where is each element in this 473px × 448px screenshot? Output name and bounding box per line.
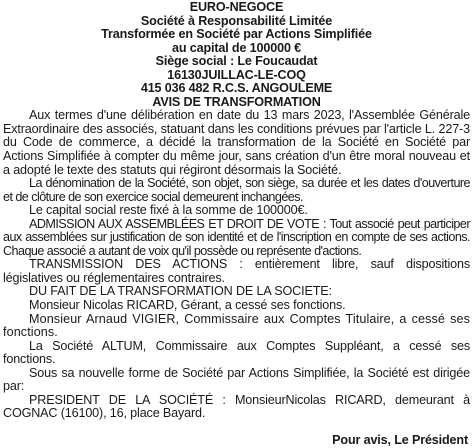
company-capital: au capital de 100000 €	[171, 40, 301, 55]
paragraph-transmission: TRANSMISSION DES ACTIONS : entièrement libre, sauf dispositions législatives ou réglementaires contraires.	[3, 257, 470, 285]
paragraph-deliberation: Aux termes d'une délibération en date du 13 mars 2023, l'Assemblée Générale Extraordinaire des associés, statuant dans les conditions prévues par l'article L. 227-3 du Code de commerce, a décidé la transformation de la Société en Société par Actions Simplifiée à compter du même jour, sans création d'un être moral nouveau et a adopté le texte des statuts qui régiront désormais la Société.	[3, 108, 470, 177]
paragraph-president: PRESIDENT DE LA SOCIÉTÉ : MonsieurNicolas RICARD, demeurant à COGNAC (16100), 16, place Bayard.	[3, 392, 470, 421]
paragraph-gerant: Monsieur Nicolas RICARD, Gérant, a cessé ses fonctions.	[29, 298, 346, 313]
paragraph-nouvelle-forme: Sous sa nouvelle forme de Société par Actions Simplifiée, la Société est dirigée par:	[3, 365, 470, 394]
notice-header	[3, 1, 470, 109]
notice-title: AVIS DE TRANSFORMATION	[152, 94, 321, 109]
company-city: 16130JUILLAC-LE-COQ	[167, 67, 306, 82]
company-form: Société à Responsabilité Limitée	[140, 13, 333, 28]
paragraph-denomination: La dénomination de la Société, son objet, son siège, sa durée et les dates d'ouverture et de clôture de son exercice social demeurent inchangées.	[3, 176, 470, 204]
company-siege: Siège social : Le Foucaudat	[155, 54, 318, 69]
notice-body	[3, 109, 470, 421]
company-transformed: Transformée en Société par Actions Simplifiée	[101, 27, 372, 42]
paragraph-commissaire-suppleant: La Société ALTUM, Commissaire aux Comptes Suppléant, a cessé ses fonctions.	[3, 338, 470, 367]
paragraph-admission: ADMISSION AUX ASSEMBLÉES ET DROIT DE VOTE : Tout associé peut participer aux assemblées sur justification de son identité et de l'inscription en compte de ses actions. Chaque associé a autant de voix qu'il possède ou représente d'actions.	[3, 216, 470, 258]
paragraph-du-fait: DU FAIT DE LA TRANSFORMATION DE LA SOCIETE:	[29, 284, 332, 299]
paragraph-capital: Le capital social reste fixé à la somme de 100000€.	[29, 203, 308, 218]
paragraph-commissaire-titulaire: Monsieur Arnaud VIGIER, Commissaire aux Comptes Titulaire, a cessé ses fonctions.	[3, 311, 470, 340]
company-name: EURO-NEGOCE	[189, 0, 284, 14]
company-rcs: 415 036 482 R.C.S. ANGOULEME	[140, 81, 333, 96]
signature: Pour avis, Le Président	[332, 432, 468, 447]
